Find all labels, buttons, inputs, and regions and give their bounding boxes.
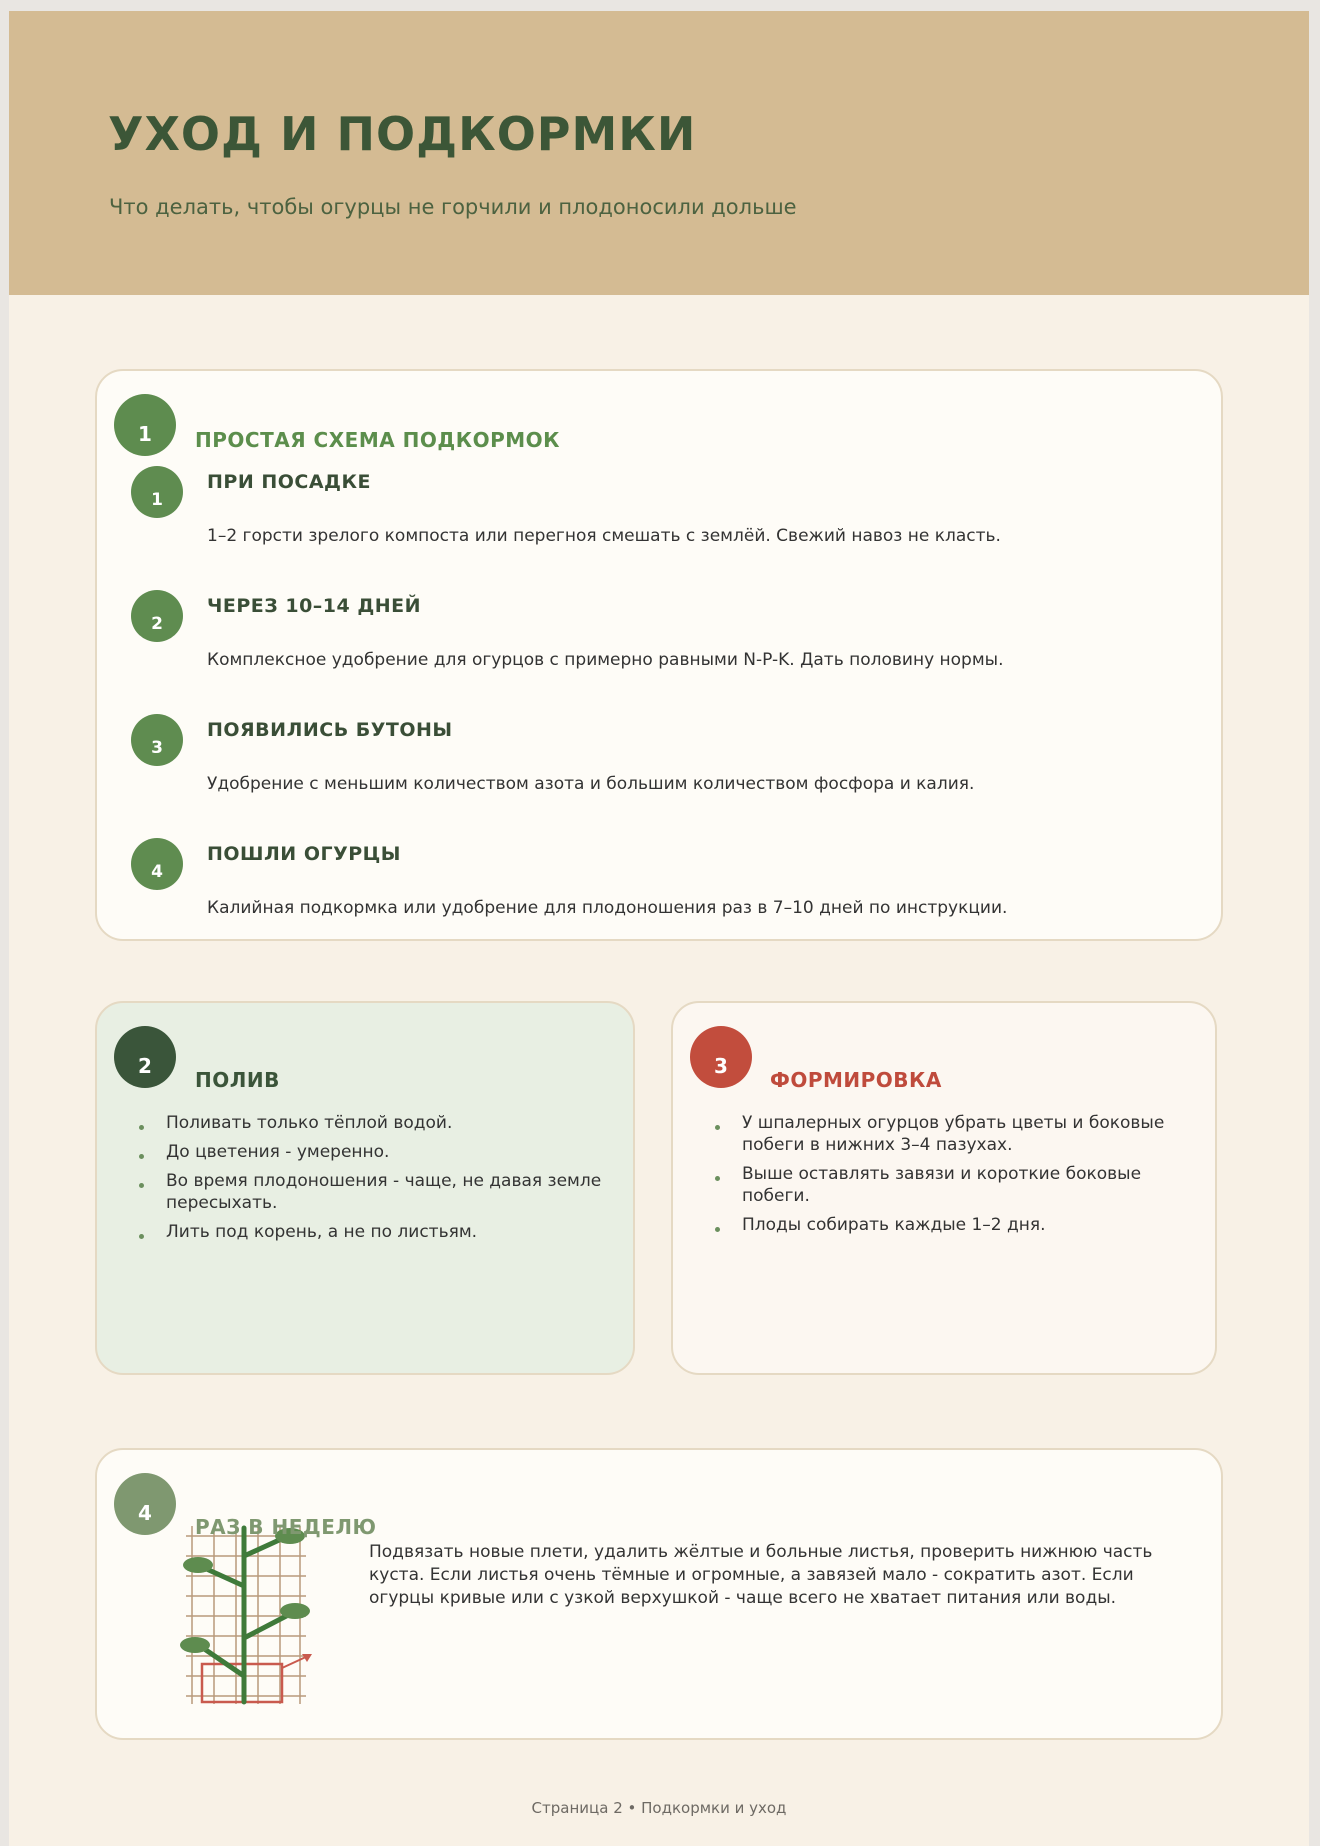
step-text: Удобрение с меньшим количеством азота и большим количеством фосфора и калия. — [207, 774, 975, 794]
bullet-dot-icon — [139, 1183, 144, 1188]
list-item: Поливать только тёплой водой. — [134, 1112, 604, 1134]
step-title: ПОШЛИ ОГУРЦЫ — [207, 843, 401, 865]
step-number-badge: 1 — [131, 466, 183, 518]
watering-section-title: ПОЛИВ — [195, 1068, 280, 1092]
page-footer: Страница 2 • Подкормки и уход — [531, 1799, 787, 1817]
step-number-badge: 3 — [131, 714, 183, 766]
section-number-badge: 1 — [114, 394, 176, 456]
bullet-dot-icon — [715, 1125, 720, 1130]
feeding-section-title: ПРОСТАЯ СХЕМА ПОДКОРМОК — [195, 428, 560, 452]
list-item: Во время плодоношения - чаще, не давая земле пересыхать. — [134, 1170, 604, 1214]
list-item: У шпалерных огурцов убрать цветы и боковые побеги в нижних 3–4 пазухах. — [710, 1112, 1190, 1156]
weekly-section-title: РАЗ В НЕДЕЛЮ — [195, 1515, 377, 1539]
bullet-dot-icon — [139, 1154, 144, 1159]
bullet-dot-icon — [715, 1227, 720, 1232]
weekly-text: Подвязать новые плети, удалить жёлтые и больные листья, проверить нижнюю часть куста. Если листья очень тёмные и огромные, а завязей мало - сократить азот. Если огурцы кривые или с узкой верхушкой - чаще всего не хватает питания или воды. — [369, 1542, 1153, 1608]
list-item: Лить под корень, а не по листьям. — [134, 1221, 604, 1243]
section-number-badge: 2 — [114, 1026, 176, 1088]
step-text: 1–2 горсти зрелого компоста или перегноя смешать с землёй. Свежий навоз не класть. — [207, 526, 1001, 546]
bullet-dot-icon — [139, 1125, 144, 1130]
bullet-dot-icon — [715, 1176, 720, 1181]
trellis-plant-icon — [174, 1516, 324, 1706]
page-subtitle: Что делать, чтобы огурцы не горчили и плодоносили дольше — [109, 195, 797, 219]
list-item: Плоды собирать каждые 1–2 дня. — [710, 1214, 1190, 1236]
page-title: УХОД И ПОДКОРМКИ — [108, 107, 697, 161]
step-title: ПРИ ПОСАДКЕ — [207, 471, 371, 493]
bullet-dot-icon — [139, 1234, 144, 1239]
page — [9, 11, 1309, 1846]
step-title: ЧЕРЕЗ 10–14 ДНЕЙ — [207, 595, 422, 617]
step-number-badge: 2 — [131, 590, 183, 642]
forming-section-title: ФОРМИРОВКА — [770, 1068, 942, 1092]
page-header — [9, 11, 1309, 295]
step-text: Калийная подкормка или удобрение для плодоношения раз в 7–10 дней по инструкции. — [207, 898, 1008, 918]
section-number-badge: 4 — [114, 1473, 176, 1535]
forming-list — [710, 1112, 1190, 1243]
list-item: До цветения - умеренно. — [134, 1141, 604, 1163]
list-item: Выше оставлять завязи и короткие боковые побеги. — [710, 1163, 1190, 1207]
step-number-badge: 4 — [131, 838, 183, 890]
step-text: Комплексное удобрение для огурцов с примерно равными N-P-K. Дать половину нормы. — [207, 650, 1004, 670]
section-number-badge: 3 — [690, 1026, 752, 1088]
step-title: ПОЯВИЛИСЬ БУТОНЫ — [207, 719, 453, 741]
watering-list — [134, 1112, 604, 1250]
